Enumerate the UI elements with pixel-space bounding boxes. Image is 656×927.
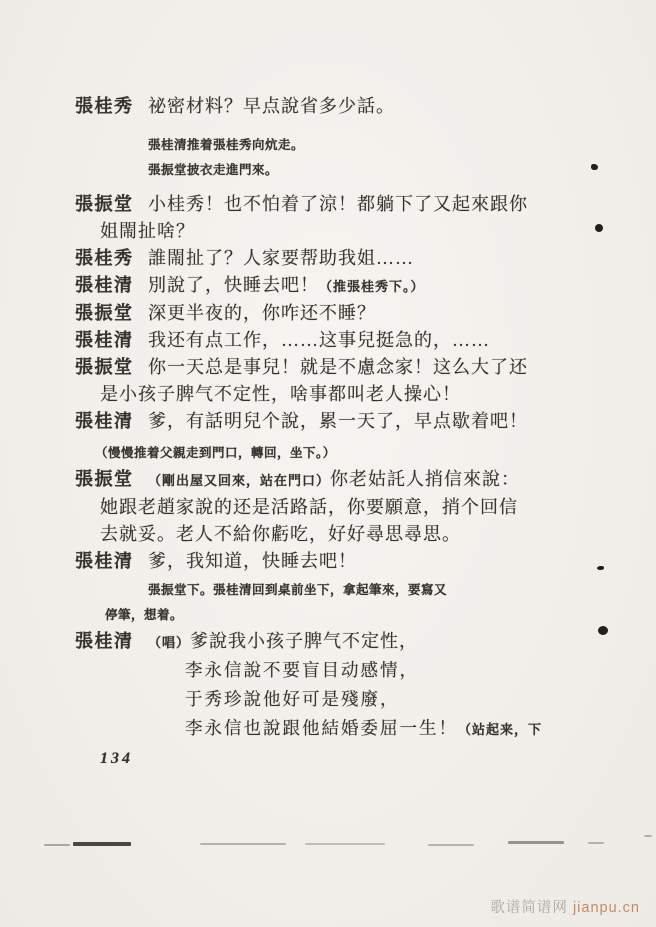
inline-stage-note: （唱） bbox=[148, 635, 191, 650]
speaker-name: 張桂清 bbox=[75, 275, 134, 295]
dialogue-line bbox=[75, 300, 615, 327]
dialogue-line bbox=[75, 466, 615, 494]
speaker-name: 張桂清 bbox=[75, 411, 134, 431]
speaker-name: 張振堂 bbox=[75, 303, 134, 323]
speaker-name: 張振堂 bbox=[75, 194, 134, 214]
line-text: 張桂清推着張桂秀向炕走。 bbox=[148, 138, 305, 152]
speaker-name: 張桂清 bbox=[75, 330, 134, 350]
line-text: 我还有点工作，……这事兒挺急的，…… bbox=[148, 330, 490, 350]
line-text: 她跟老趙家說的还是活路話，你要願意，捎个回信 bbox=[100, 497, 518, 517]
line-text: 誰閙扯了？人家要帮助我姐…… bbox=[148, 248, 414, 268]
speaker-name: 張桂秀 bbox=[75, 248, 134, 268]
lyric-line bbox=[185, 714, 615, 744]
line-text: 小桂秀！也不怕着了涼！都躺下了又起來跟你 bbox=[148, 194, 528, 214]
line-text: 張振堂下。張桂清回到桌前坐下，拿起筆來，要寫又 bbox=[148, 583, 448, 597]
line-text: 你一天总是事兒！就是不慮念家！这么大了还 bbox=[148, 357, 528, 377]
dialogue-line bbox=[75, 191, 615, 218]
line-text: 李永信說不要盲目动感情， bbox=[185, 660, 419, 680]
line-text: 深更半夜的，你咋还不睡？ bbox=[148, 303, 376, 323]
lyric-line bbox=[185, 656, 615, 685]
wrapped-line bbox=[100, 494, 615, 521]
script-body bbox=[75, 93, 615, 744]
line-text: 去就妥。老人不給你虧吃，好好尋思尋思。 bbox=[100, 524, 461, 544]
watermark-site-name: 歌谱简谱网 bbox=[490, 900, 568, 916]
dialogue-line bbox=[75, 354, 615, 381]
inline-stage-note: （剛出屋又回來，站在門口） bbox=[148, 473, 331, 488]
wrapped-line bbox=[100, 521, 615, 548]
line-text: 停筆，想着。 bbox=[105, 608, 184, 622]
line-text: 于秀珍說他好可是殘廢， bbox=[185, 689, 400, 709]
line-text: 爹說我小孩子脾气不定性， bbox=[190, 631, 419, 651]
line-text: 別說了，快睡去吧！ bbox=[148, 275, 319, 295]
lyric-line bbox=[185, 685, 615, 714]
dialogue-line bbox=[75, 272, 615, 300]
speaker-name: 張桂清 bbox=[75, 551, 134, 571]
dialogue-line bbox=[75, 628, 615, 656]
watermark bbox=[490, 896, 640, 917]
line-text: 是小孩子脾气不定性，啥事都叫老人操心！ bbox=[100, 384, 461, 404]
dialogue-line bbox=[75, 548, 615, 575]
dialogue-line bbox=[75, 245, 615, 272]
speaker-name: 張振堂 bbox=[75, 469, 134, 489]
line-text: 爹，有話明兒个說，累一天了，早点歇着吧！ bbox=[148, 411, 528, 431]
stage-direction bbox=[95, 441, 615, 466]
stage-direction bbox=[148, 578, 615, 603]
speaker-name: 張桂秀 bbox=[75, 96, 134, 116]
stage-direction bbox=[148, 158, 615, 183]
line-text: 李永信也說跟他結婚委屈一生！ bbox=[185, 718, 458, 738]
line-text: 祕密材料？早点說省多少話。 bbox=[148, 96, 395, 116]
stage-direction bbox=[105, 603, 615, 628]
dialogue-line bbox=[75, 93, 615, 120]
dialogue-line bbox=[75, 327, 615, 354]
watermark-site-url: jianpu.cn bbox=[572, 900, 640, 916]
line-text: 你老姑託人捎信來說： bbox=[330, 469, 521, 489]
line-text: 張振堂披衣走進門來。 bbox=[148, 163, 279, 177]
line-text: 姐閙扯啥？ bbox=[100, 221, 195, 241]
wrapped-line bbox=[100, 218, 615, 245]
line-text: 爹，我知道，快睡去吧！ bbox=[148, 551, 357, 571]
wrapped-line bbox=[100, 381, 615, 408]
speaker-name: 張桂清 bbox=[75, 631, 134, 651]
inline-stage-note: （推張桂秀下。） bbox=[319, 279, 425, 294]
dialogue-line bbox=[75, 408, 615, 435]
stage-direction bbox=[148, 133, 615, 158]
line-text: （慢慢推着父親走到門口，轉回，坐下。） bbox=[95, 446, 336, 460]
page-number: 134 bbox=[100, 750, 133, 767]
inline-stage-note: （站起来，下 bbox=[458, 722, 543, 737]
speaker-name: 張振堂 bbox=[75, 357, 134, 377]
